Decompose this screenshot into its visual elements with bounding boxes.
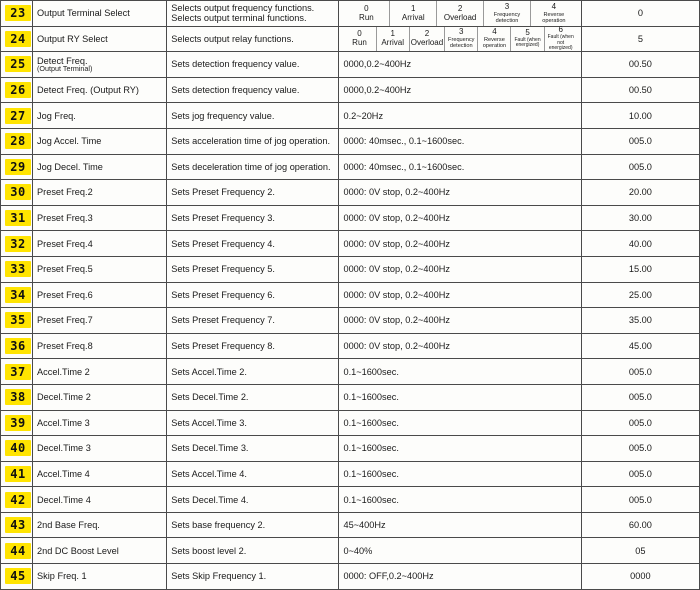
parameter-code-badge: 34 <box>5 287 31 303</box>
parameter-code-cell <box>1 52 33 78</box>
parameter-name-label: Detect Freq. (Output RY) <box>37 85 139 96</box>
parameter-name-label: Decel.Time 3 <box>37 443 91 454</box>
parameter-name-label: Detect Freq. <box>37 55 88 66</box>
parameter-range-cell: 0.2~20Hz <box>339 103 581 129</box>
table-row <box>1 359 700 385</box>
parameter-code-cell <box>1 538 33 564</box>
parameter-state-option <box>478 27 511 52</box>
parameter-code-cell <box>1 308 33 334</box>
parameter-range-cell: 0000: 0V stop, 0.2~400Hz <box>339 180 581 206</box>
parameter-function-cell: Sets Decel.Time 4. <box>167 487 339 513</box>
parameter-name-cell <box>33 128 167 154</box>
parameter-code-badge: 37 <box>5 364 31 380</box>
parameter-name-label: Decel.Time 4 <box>37 494 91 505</box>
parameter-range-cell <box>339 26 581 52</box>
parameter-code-badge: 30 <box>5 184 31 200</box>
parameter-range-cell: 0.1~1600sec. <box>339 359 581 385</box>
parameter-range-cell: 0000: 0V stop, 0.2~400Hz <box>339 308 581 334</box>
table-row <box>1 333 700 359</box>
parameter-code-badge: 45 <box>5 568 31 584</box>
table-row <box>1 103 700 129</box>
table-row <box>1 410 700 436</box>
table-row <box>1 564 700 590</box>
table-row <box>1 205 700 231</box>
parameter-state-option <box>484 1 531 26</box>
parameter-state-option <box>390 1 437 26</box>
parameter-function-cell: Selects output relay functions. <box>167 26 339 52</box>
parameter-range-cell: 0.1~1600sec. <box>339 461 581 487</box>
parameter-function-cell: Sets acceleration time of jog operation. <box>167 128 339 154</box>
parameter-code-badge: 26 <box>5 82 31 98</box>
parameter-code-cell <box>1 461 33 487</box>
parameter-function-line1: Selects output frequency functions. <box>171 3 315 14</box>
parameter-state-option <box>545 27 577 52</box>
parameter-name-label: Jog Freq. <box>37 110 76 121</box>
parameter-name-sublabel: (Output Terminal) <box>37 64 93 74</box>
parameter-code-badge: 25 <box>5 56 31 72</box>
parameter-value-cell: 60.00 <box>581 512 699 538</box>
parameter-code-cell <box>1 205 33 231</box>
parameter-code-badge: 39 <box>5 415 31 431</box>
parameter-name-cell <box>33 487 167 513</box>
parameter-code-cell <box>1 359 33 385</box>
parameter-range-cell: 0000: 40msec., 0.1~1600sec. <box>339 128 581 154</box>
parameter-state-option <box>445 27 478 52</box>
parameter-value-cell: 0000 <box>581 564 699 590</box>
parameter-state-option <box>410 27 445 52</box>
parameter-state-list <box>343 1 576 26</box>
parameter-name-cell <box>33 512 167 538</box>
parameter-name-label: Skip Freq. 1 <box>37 571 87 582</box>
parameter-code-badge: 42 <box>5 492 31 508</box>
parameter-name-label: Preset Freq.3 <box>37 212 93 223</box>
table-row <box>1 1 700 27</box>
parameter-range-cell <box>339 1 581 27</box>
parameter-state-number: 4 <box>551 1 557 11</box>
parameter-value-cell: 5 <box>581 26 699 52</box>
parameter-name-cell <box>33 180 167 206</box>
parameter-function-cell <box>167 1 339 27</box>
parameter-name-cell <box>33 52 167 78</box>
parameter-code-badge: 36 <box>5 338 31 354</box>
parameter-range-cell: 0000: 0V stop, 0.2~400Hz <box>339 282 581 308</box>
parameter-value-cell: 15.00 <box>581 256 699 282</box>
parameter-code-cell <box>1 1 33 27</box>
parameter-function-cell: Sets detection frequency value. <box>167 77 339 103</box>
parameter-state-label: Run <box>352 38 367 48</box>
parameter-range-cell: 45~400Hz <box>339 512 581 538</box>
parameter-value-cell: 005.0 <box>581 461 699 487</box>
parameter-function-cell: Sets Accel.Time 3. <box>167 410 339 436</box>
parameter-state-number: 2 <box>457 3 463 13</box>
parameter-name-label: Preset Freq.7 <box>37 315 93 326</box>
parameter-code-badge: 44 <box>5 543 31 559</box>
parameter-state-number: 3 <box>459 27 464 37</box>
parameter-function-cell: Sets Preset Frequency 2. <box>167 180 339 206</box>
parameter-range-cell: 0000: 0V stop, 0.2~400Hz <box>339 333 581 359</box>
parameter-name-cell <box>33 103 167 129</box>
parameter-range-cell: 0000: 0V stop, 0.2~400Hz <box>339 256 581 282</box>
parameter-state-option <box>343 1 390 26</box>
parameter-value-cell: 005.0 <box>581 384 699 410</box>
parameter-state-label: Overload <box>410 38 444 48</box>
parameter-name-label: Jog Decel. Time <box>37 161 103 172</box>
parameter-code-badge: 31 <box>5 210 31 226</box>
table-row <box>1 384 700 410</box>
parameter-function-cell: Sets Decel.Time 2. <box>167 384 339 410</box>
parameter-value-cell: 005.0 <box>581 410 699 436</box>
parameter-name-label: Preset Freq.4 <box>37 238 93 249</box>
parameter-name-label: Accel.Time 4 <box>37 468 90 479</box>
parameter-name-cell <box>33 256 167 282</box>
parameter-function-cell: Sets Skip Frequency 1. <box>167 564 339 590</box>
parameter-value-cell: 0 <box>581 1 699 27</box>
parameter-state-number: 1 <box>411 3 416 13</box>
table-row <box>1 282 700 308</box>
parameter-value-cell: 005.0 <box>581 128 699 154</box>
parameter-code-cell <box>1 333 33 359</box>
parameter-name-label: 2nd DC Boost Level <box>37 545 119 556</box>
parameter-function-cell: Sets deceleration time of jog operation. <box>167 154 339 180</box>
parameter-function-cell: Sets Preset Frequency 8. <box>167 333 339 359</box>
parameter-value-cell: 005.0 <box>581 436 699 462</box>
table-row <box>1 180 700 206</box>
parameter-name-label: Preset Freq.5 <box>37 264 93 275</box>
parameter-code-cell <box>1 128 33 154</box>
parameter-function-cell: Sets Accel.Time 2. <box>167 359 339 385</box>
parameter-code-badge: 32 <box>5 236 31 252</box>
parameter-value-cell: 005.0 <box>581 487 699 513</box>
table-row <box>1 461 700 487</box>
table-row <box>1 231 700 257</box>
table-row <box>1 154 700 180</box>
parameter-value-cell: 005.0 <box>581 359 699 385</box>
parameter-code-cell <box>1 512 33 538</box>
parameter-name-label: 2nd Base Freq. <box>37 520 100 531</box>
parameter-state-label: Frequency detection <box>448 37 475 50</box>
parameter-function-cell: Sets Preset Frequency 6. <box>167 282 339 308</box>
parameter-code-cell <box>1 282 33 308</box>
parameter-value-cell: 35.00 <box>581 308 699 334</box>
parameter-range-cell: 0.1~1600sec. <box>339 487 581 513</box>
parameter-range-cell: 0.1~1600sec. <box>339 384 581 410</box>
parameter-code-cell <box>1 180 33 206</box>
parameter-code-badge: 23 <box>5 5 31 21</box>
parameter-range-cell: 0000: 40msec., 0.1~1600sec. <box>339 154 581 180</box>
parameter-value-cell: 20.00 <box>581 180 699 206</box>
parameter-function-cell: Sets jog frequency value. <box>167 103 339 129</box>
parameter-function-cell: Sets boost level 2. <box>167 538 339 564</box>
parameter-value-cell: 005.0 <box>581 154 699 180</box>
parameter-value-cell: 00.50 <box>581 77 699 103</box>
parameter-function-cell: Sets Preset Frequency 3. <box>167 205 339 231</box>
parameter-code-badge: 27 <box>5 108 31 124</box>
parameter-state-label: Arrival <box>381 38 404 48</box>
parameter-range-cell: 0000: 0V stop, 0.2~400Hz <box>339 205 581 231</box>
parameter-name-cell <box>33 282 167 308</box>
parameter-name-cell <box>33 1 167 27</box>
parameter-name-label: Jog Accel. Time <box>37 136 102 147</box>
parameter-state-label: Reverse operation <box>482 37 507 50</box>
parameter-name-label: Accel.Time 2 <box>37 366 90 377</box>
parameter-name-cell <box>33 436 167 462</box>
parameter-state-option <box>377 27 410 52</box>
parameter-name-label: Decel.Time 2 <box>37 392 91 403</box>
parameter-state-label: Run <box>359 12 374 22</box>
parameter-value-cell: 05 <box>581 538 699 564</box>
parameter-code-badge: 43 <box>5 517 31 533</box>
parameter-name-cell <box>33 333 167 359</box>
parameter-state-number: 5 <box>525 27 530 37</box>
parameter-code-cell <box>1 231 33 257</box>
table-row <box>1 77 700 103</box>
parameter-function-cell: Sets base frequency 2. <box>167 512 339 538</box>
parameter-code-cell <box>1 26 33 52</box>
table-row <box>1 436 700 462</box>
parameter-name-label: Accel.Time 3 <box>37 417 90 428</box>
parameter-code-cell <box>1 154 33 180</box>
parameter-name-label: Preset Freq.8 <box>37 340 93 351</box>
parameter-state-number: 6 <box>558 25 563 34</box>
parameter-state-label: Fault (when energized) <box>514 36 541 49</box>
parameter-function-cell: Sets Preset Frequency 7. <box>167 308 339 334</box>
table-row <box>1 52 700 78</box>
table-row <box>1 26 700 52</box>
parameter-name-cell <box>33 461 167 487</box>
parameter-code-cell <box>1 256 33 282</box>
table-row <box>1 256 700 282</box>
parameter-state-label: Arrival <box>401 12 425 22</box>
parameter-range-cell: 0000,0.2~400Hz <box>339 52 581 78</box>
parameter-function-cell: Sets Accel.Time 4. <box>167 461 339 487</box>
parameter-code-cell <box>1 564 33 590</box>
parameter-name-cell <box>33 77 167 103</box>
parameter-function-line2: Selects output terminal functions. <box>171 13 307 24</box>
parameter-value-cell: 25.00 <box>581 282 699 308</box>
parameter-name-cell <box>33 538 167 564</box>
parameter-name-cell <box>33 410 167 436</box>
parameter-state-list <box>343 27 576 52</box>
parameter-name-cell <box>33 26 167 52</box>
parameter-code-badge: 41 <box>5 466 31 482</box>
parameter-function-cell: Sets Preset Frequency 5. <box>167 256 339 282</box>
parameter-function-cell: Sets Preset Frequency 4. <box>167 231 339 257</box>
parameter-state-number: 1 <box>390 29 395 39</box>
parameter-code-cell <box>1 77 33 103</box>
parameter-code-badge: 24 <box>5 31 31 47</box>
table-row <box>1 128 700 154</box>
parameter-name-label: Preset Freq.2 <box>37 187 93 198</box>
parameter-code-cell <box>1 436 33 462</box>
parameter-range-cell: 0.1~1600sec. <box>339 410 581 436</box>
parameter-state-option <box>531 1 577 26</box>
parameter-name-cell <box>33 308 167 334</box>
parameter-state-label: Overload <box>443 12 477 22</box>
parameter-code-cell <box>1 103 33 129</box>
parameter-value-cell: 30.00 <box>581 205 699 231</box>
parameter-table-body <box>1 1 700 590</box>
parameter-function-cell: Sets Decel.Time 3. <box>167 436 339 462</box>
parameter-name-cell <box>33 564 167 590</box>
parameter-state-number: 2 <box>424 29 430 39</box>
parameter-range-cell: 0000: 0V stop, 0.2~400Hz <box>339 231 581 257</box>
parameter-name-cell <box>33 384 167 410</box>
parameter-code-badge: 40 <box>5 440 31 456</box>
parameter-name-cell <box>33 231 167 257</box>
parameter-function-cell: Sets detection frequency value. <box>167 52 339 78</box>
parameter-range-cell: 0000: OFF,0.2~400Hz <box>339 564 581 590</box>
table-row <box>1 538 700 564</box>
table-row <box>1 308 700 334</box>
parameter-state-label: Reverse operation <box>542 11 566 24</box>
parameter-value-cell: 00.50 <box>581 52 699 78</box>
parameter-state-number: 3 <box>504 1 510 11</box>
parameter-code-badge: 38 <box>5 389 31 405</box>
parameter-value-cell: 40.00 <box>581 231 699 257</box>
parameter-value-cell: 10.00 <box>581 103 699 129</box>
parameter-name-label: Output RY Select <box>37 33 108 44</box>
table-row <box>1 512 700 538</box>
parameter-state-number: 0 <box>364 3 369 13</box>
parameter-name-cell <box>33 205 167 231</box>
parameter-state-number: 0 <box>357 29 362 39</box>
parameter-range-cell: 0.1~1600sec. <box>339 436 581 462</box>
parameter-state-label: Fault (when not energized) <box>547 34 574 52</box>
parameter-code-badge: 35 <box>5 312 31 328</box>
parameter-code-badge: 28 <box>5 133 31 149</box>
parameter-code-cell <box>1 487 33 513</box>
parameter-name-cell <box>33 359 167 385</box>
parameter-name-label: Preset Freq.6 <box>37 289 93 300</box>
parameter-name-cell <box>33 154 167 180</box>
parameter-range-cell: 0000,0.2~400Hz <box>339 77 581 103</box>
parameter-state-option <box>511 27 544 52</box>
parameter-code-cell <box>1 384 33 410</box>
parameter-code-badge: 29 <box>5 159 31 175</box>
parameter-range-cell: 0~40% <box>339 538 581 564</box>
parameter-state-option <box>343 27 376 52</box>
parameter-code-badge: 33 <box>5 261 31 277</box>
parameter-name-label: Output Terminal Select <box>37 8 130 19</box>
parameter-state-number: 4 <box>492 27 497 37</box>
parameter-code-cell <box>1 410 33 436</box>
table-row <box>1 487 700 513</box>
parameter-state-label: Frequency detection <box>493 11 521 24</box>
parameter-state-option <box>437 1 484 26</box>
parameter-value-cell: 45.00 <box>581 333 699 359</box>
